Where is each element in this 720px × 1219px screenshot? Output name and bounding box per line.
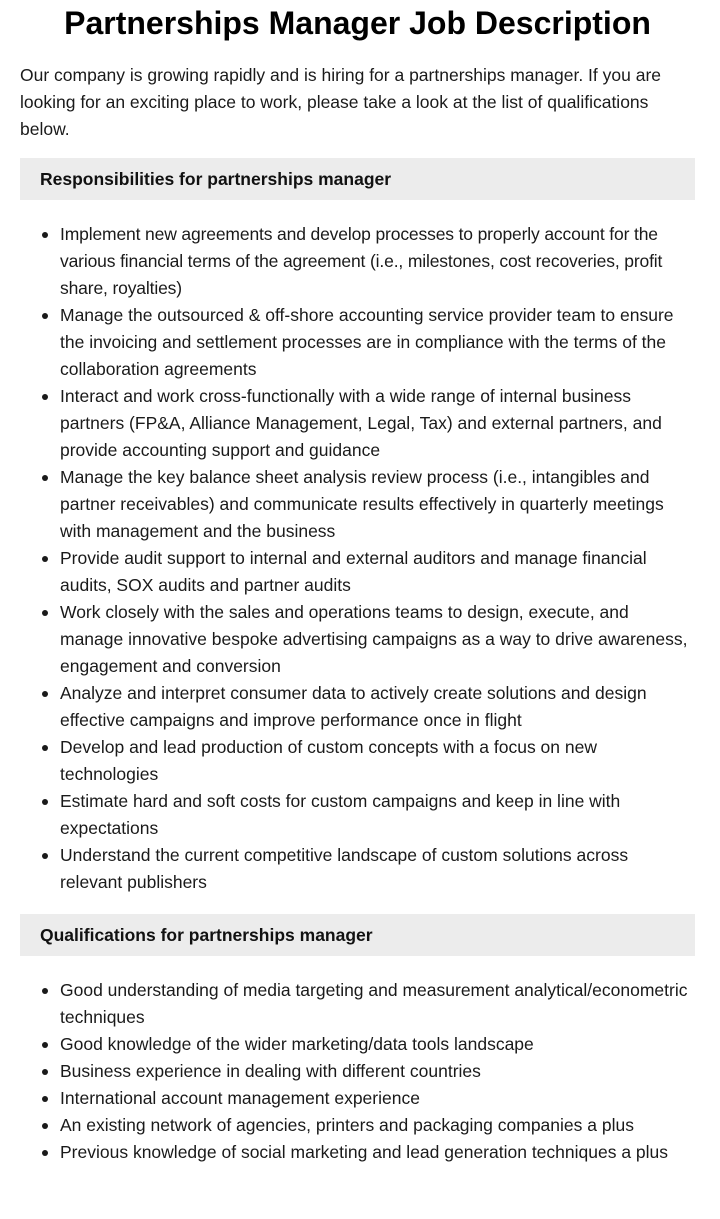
list-item: Work closely with the sales and operations teams to design, execute, and manage innovative bespoke advertising campaigns as a way to drive awareness, engagement and conversion xyxy=(60,599,695,680)
list-item: Manage the key balance sheet analysis review process (i.e., intangibles and partner receivables) and communicate results effectively in quarterly meetings with management and the business xyxy=(60,464,695,545)
list-item: Good knowledge of the wider marketing/data tools landscape xyxy=(60,1031,695,1058)
list-item: Analyze and interpret consumer data to actively create solutions and design effective campaigns and improve performance once in flight xyxy=(60,680,695,734)
list-item: Manage the outsourced & off-shore accounting service provider team to ensure the invoicing and settlement processes are in compliance with the terms of the collaboration agreements xyxy=(60,302,695,383)
list-item: Estimate hard and soft costs for custom campaigns and keep in line with expectations xyxy=(60,788,695,842)
responsibilities-heading: Responsibilities for partnerships manager xyxy=(20,158,695,200)
intro-paragraph: Our company is growing rapidly and is hiring for a partnerships manager. If you are looking for an exciting place to work, please take a look at the list of qualifications below. xyxy=(20,65,662,139)
qualifications-heading: Qualifications for partnerships manager xyxy=(20,914,695,956)
list-item: Understand the current competitive landscape of custom solutions across relevant publishers xyxy=(60,842,695,896)
responsibilities-list xyxy=(20,221,695,896)
list-item: Implement new agreements and develop processes to properly account for the various financial terms of the agreement (i.e., milestones, cost recoveries, profit share, royalties) xyxy=(60,221,695,302)
qualifications-list xyxy=(20,977,695,1166)
list-item: An existing network of agencies, printers and packaging companies a plus xyxy=(60,1112,695,1139)
list-item: Business experience in dealing with different countries xyxy=(60,1058,695,1085)
list-item: International account management experience xyxy=(60,1085,695,1112)
page-title: Partnerships Manager Job Description xyxy=(64,5,651,41)
list-item: Develop and lead production of custom concepts with a focus on new technologies xyxy=(60,734,695,788)
list-item: Provide audit support to internal and external auditors and manage financial audits, SOX audits and partner audits xyxy=(60,545,695,599)
list-item: Interact and work cross-functionally with a wide range of internal business partners (FP&A, Alliance Management, Legal, Tax) and external partners, and provide accounting support and guidance xyxy=(60,383,695,464)
list-item: Previous knowledge of social marketing and lead generation techniques a plus xyxy=(60,1139,695,1166)
list-item: Good understanding of media targeting and measurement analytical/econometric techniques xyxy=(60,977,695,1031)
